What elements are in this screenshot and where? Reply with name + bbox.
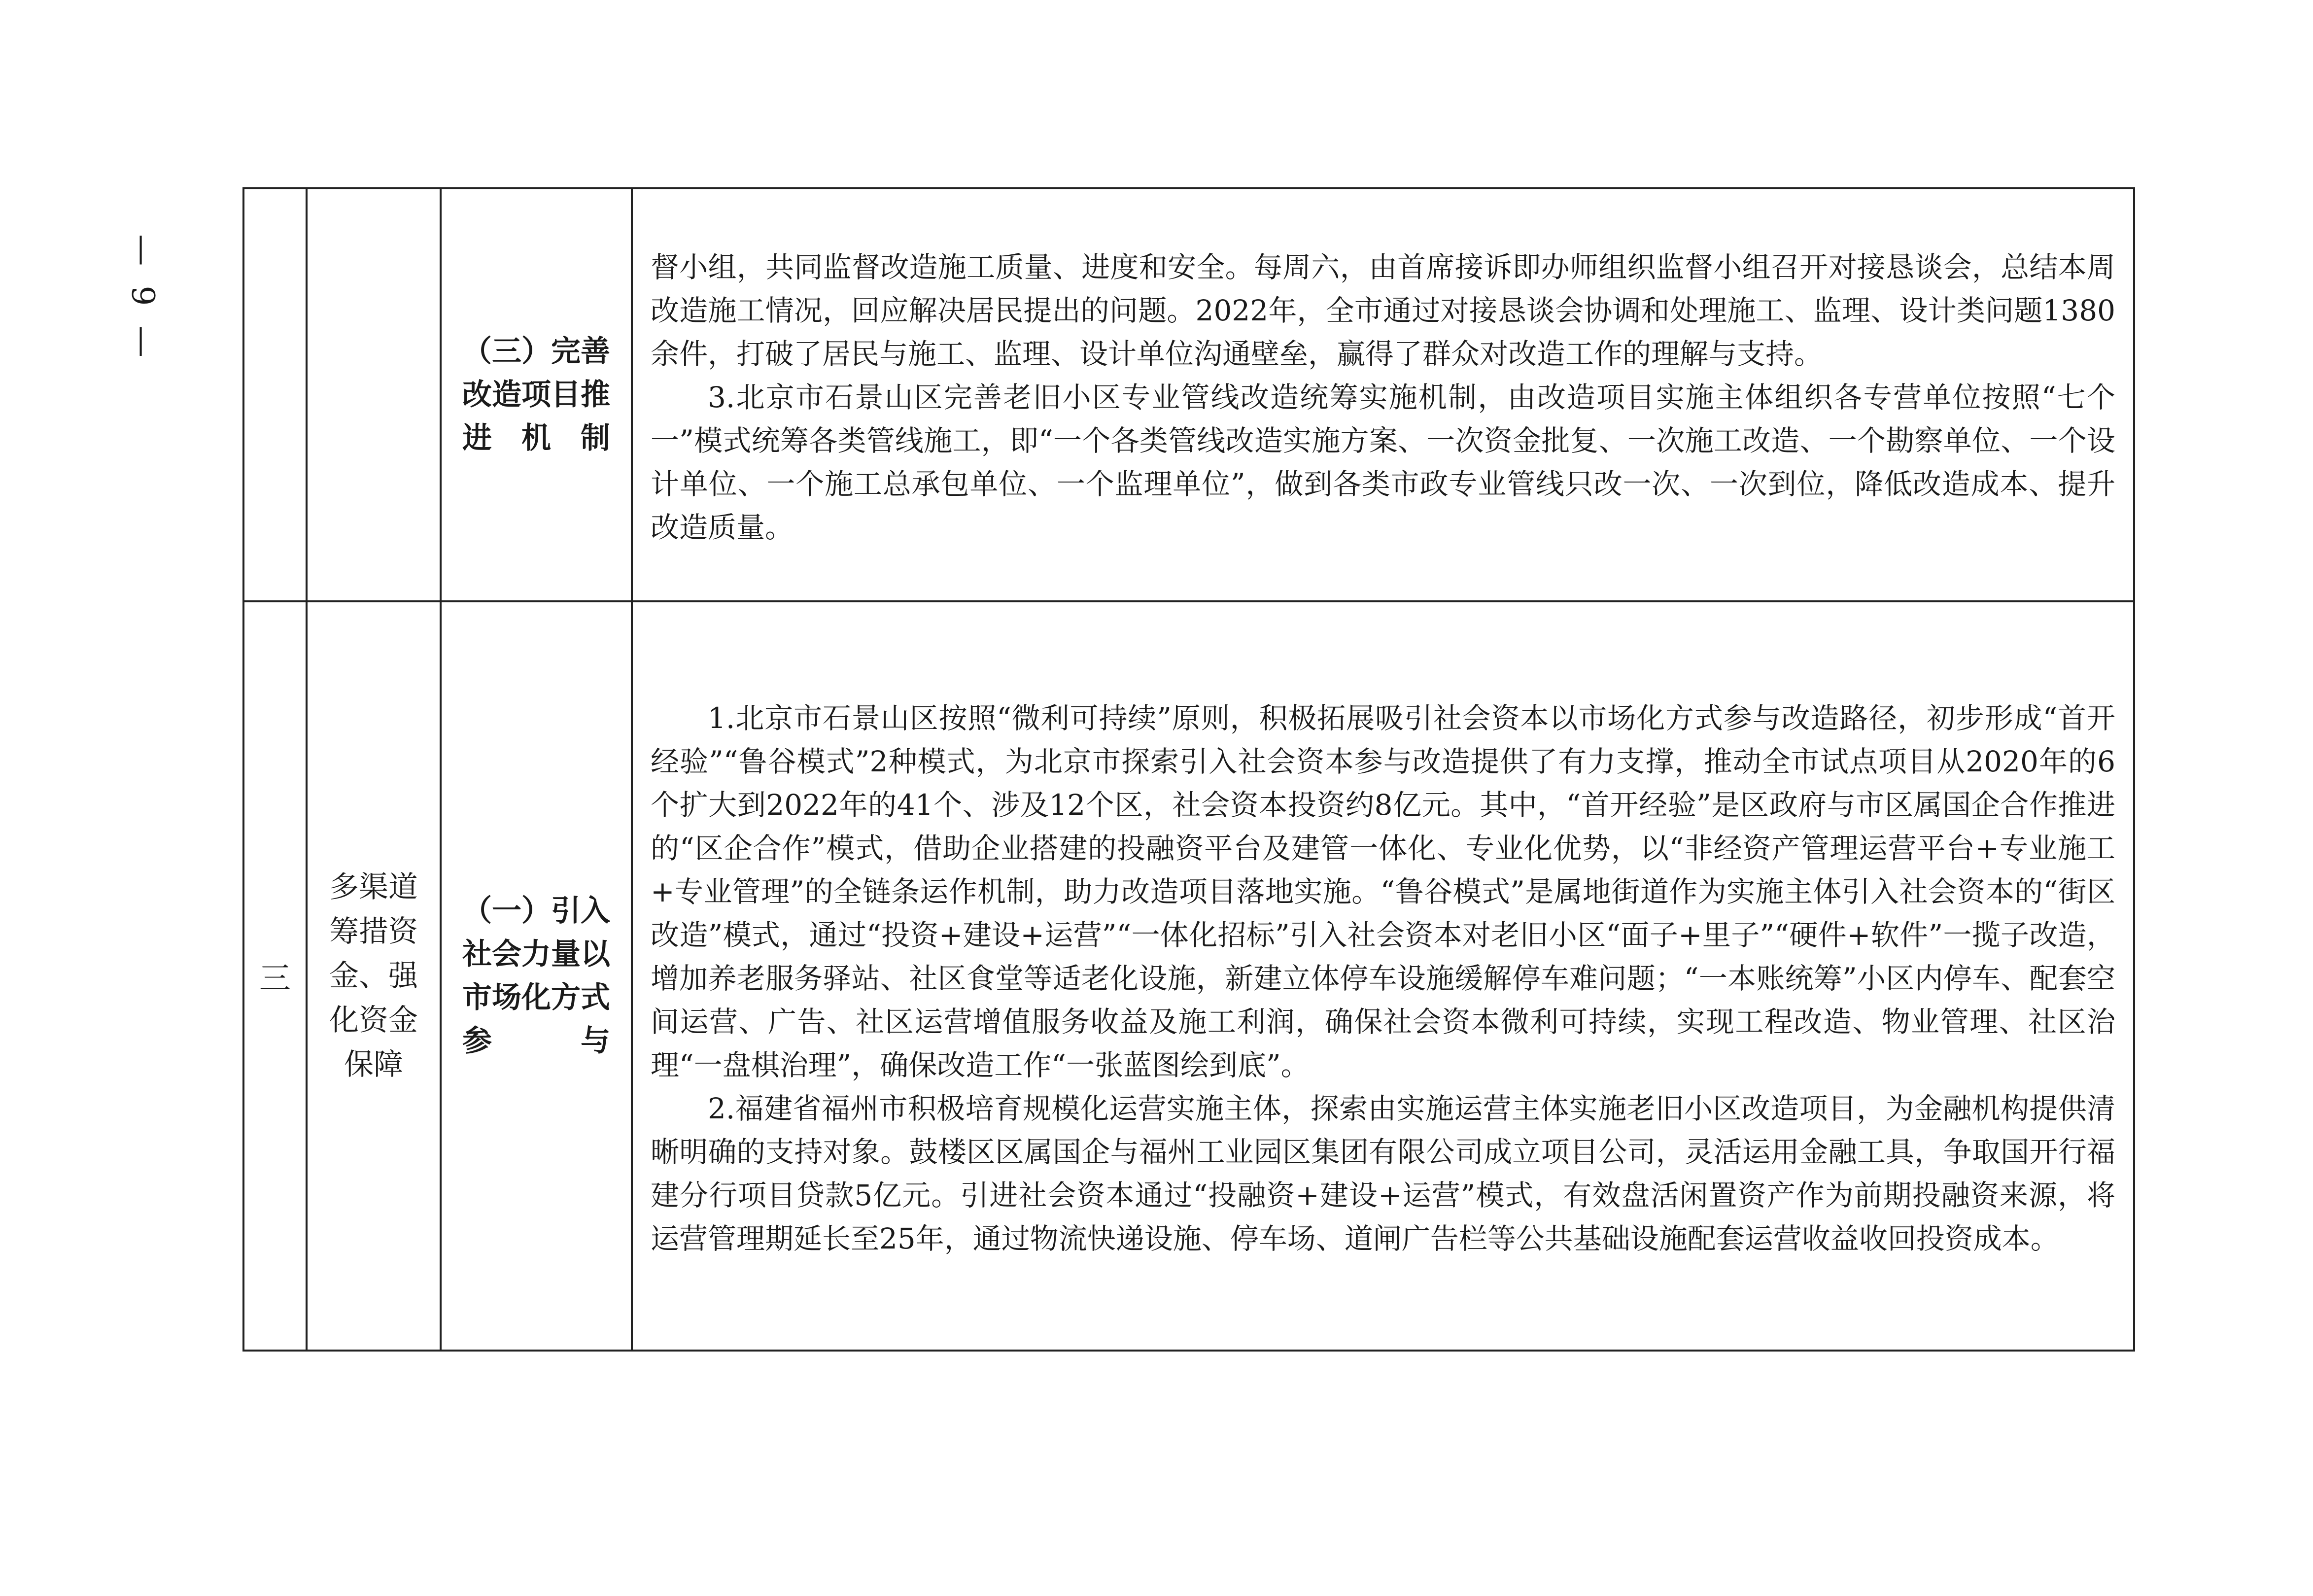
page-number-text: — 9 — (125, 234, 161, 362)
content-paragraph: 3.北京市石景山区完善老旧小区专业管线改造统筹实施机制，由改造项目实施主体组织各专营单位按照“七个一”模式统筹各类管线施工，即“一个各类管线改造实施方案、一次资金批复、一次施工改造、一个勘察单位、一个设计单位、一个施工总承包单位、一个监理单位”，做到各类市政专业管线只改一次、一次到位，降低改造成本、提升改造质量。 (651, 381, 2115, 544)
measures-table (242, 187, 2135, 1352)
category-cell (307, 188, 441, 601)
subcategory-label: （一）引入社会力量以市场化方式参与 (462, 894, 610, 1058)
category-label: 多渠道筹措资金、强化资金保障 (329, 870, 418, 1082)
content-paragraph: 1.北京市石景山区按照“微利可持续”原则，积极拓展吸引社会资本以市场化方式参与改造路径，初步形成“首开经验”“鲁谷模式”2种模式，为北京市探索引入社会资本参与改造提供了有力支撑，推动全市试点项目从2020年的6个扩大到2022年的41个、涉及12个区，社会资本投资约8亿元。其中，“首开经验”是区政府与市区属国企合作推进的“区企合作”模式，借助企业搭建的投融资平台及建管一体化、专业化优势，以“非经资产管理运营平台+专业施工+专业管理”的全链条运作机制，助力改造项目落地实施。“鲁谷模式”是属地街道作为实施主体引入社会资本的“街区改造”模式，通过“投资+建设+运营”“一体化招标”引入社会资本对老旧小区“面子+里子”“硬件+软件”一揽子改造，增加养老服务驿站、社区食堂等适老化设施，新建立体停车设施缓解停车难问题；“一本账统筹”小区内停车、配套空间运营、广告、社区运营增值服务收益及施工利润，确保社会资本微利可持续，实现工程改造、物业管理、社区治理“一盘棋治理”，确保改造工作“一张蓝图绘到底”。 (651, 701, 2115, 1082)
page-number (113, 217, 173, 380)
table-row (243, 601, 2134, 1351)
content-cell (632, 601, 2134, 1351)
index-cell (243, 188, 307, 601)
subcategory-label: （三）完善改造项目推进机制 (462, 334, 610, 455)
content-paragraph: 督小组，共同监督改造施工质量、进度和安全。每周六，由首席接诉即办师组织监督小组召开对接恳谈会，总结本周改造施工情况，回应解决居民提出的问题。2022年，全市通过对接恳谈会协调和处理施工、监理、设计类问题1380余件，打破了居民与施工、监理、设计单位沟通壁垒，赢得了群众对改造工作的理解与支持。 (651, 250, 2115, 371)
index-cell (243, 601, 307, 1351)
content-cell (632, 188, 2134, 601)
subcategory-cell (441, 188, 632, 601)
subcategory-cell (441, 601, 632, 1351)
category-cell (307, 601, 441, 1351)
content-paragraph: 2.福建省福州市积极培育规模化运营实施主体，探索由实施运营主体实施老旧小区改造项目，为金融机构提供清晰明确的支持对象。鼓楼区区属国企与福州工业园区集团有限公司成立项目公司，灵活运用金融工具，争取国开行福建分行项目贷款5亿元。引进社会资本通过“投融资+建设+运营”模式，有效盘活闲置资产作为前期投融资来源，将运营管理期延长至25年，通过物流快递设施、停车场、道闸广告栏等公共基础设施配套运营收益收回投资成本。 (651, 1092, 2115, 1255)
row-index: 三 (259, 961, 291, 997)
table-row (243, 188, 2134, 601)
